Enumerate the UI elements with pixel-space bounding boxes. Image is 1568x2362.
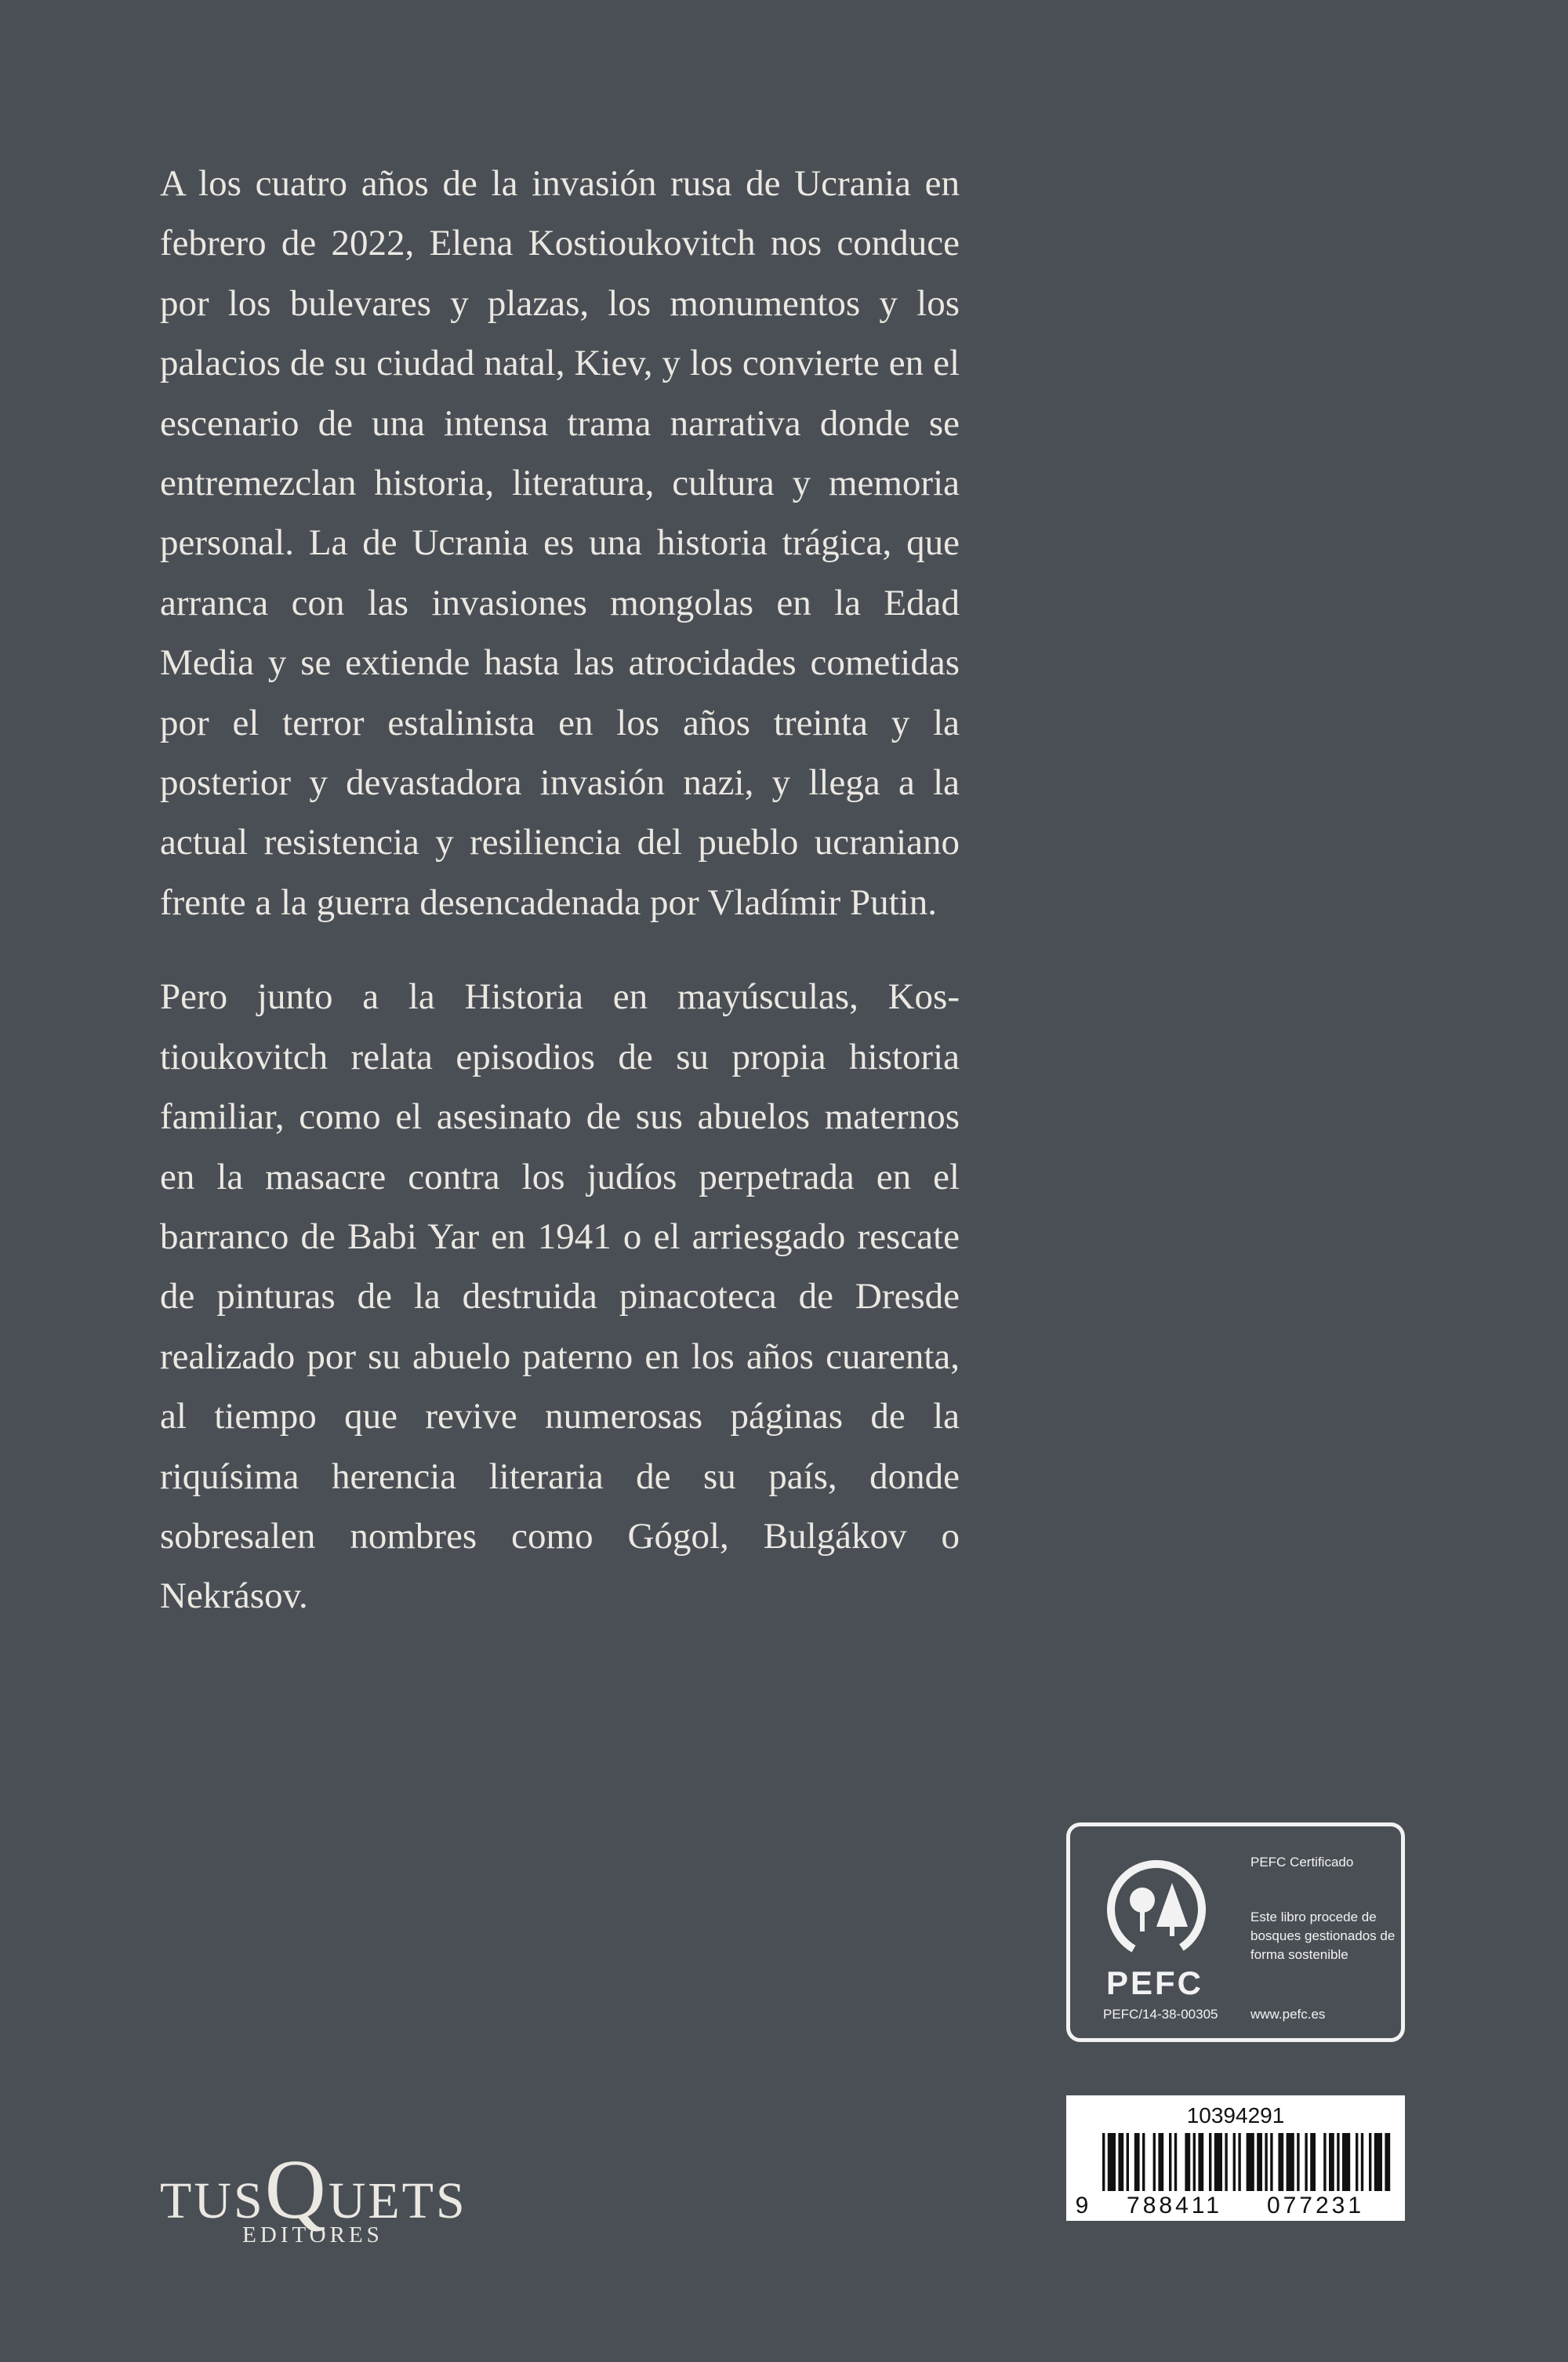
barcode-bar [1158, 2133, 1163, 2191]
barcode-bar [1108, 2133, 1116, 2191]
barcode-bar [1142, 2133, 1145, 2191]
barcode-digits: 788411 [1127, 2193, 1222, 2218]
barcode-bar [1342, 2133, 1350, 2191]
barcode-bar [1337, 2133, 1339, 2191]
barcode-bar [1305, 2133, 1307, 2191]
barcode-bar [1369, 2133, 1371, 2191]
barcode-bar [1127, 2133, 1129, 2191]
pefc-url: www.pefc.es [1250, 2007, 1326, 2022]
pefc-certified-label: PEFC Certificado [1250, 1855, 1354, 1870]
barcode-bar [1214, 2133, 1222, 2191]
barcode-bar [1118, 2133, 1123, 2191]
blurb-paragraph-2: Pero junto a la Historia en mayúsculas, Kostioukovitch relata episodios de su propia historia familiar, como el asesinato de sus abuelos maternos en la masacre contra los judíos perpetrada en el barranco de Babi Yar en 1941 o el arriesgado rescate de pinturas de la destruida pinacoteca de Dresde realizado por su abuelo paterno en los años cuarenta, al tiempo que revive numerosas páginas de la riquísima herencia literaria de su país, donde sobresalen nombres como Gógol, Bulgákov o Nekrásov. [160, 976, 960, 1617]
barcode-bar [1233, 2133, 1236, 2191]
barcode-bar [1361, 2133, 1363, 2191]
barcode-bar [1193, 2133, 1196, 2191]
barcode-bar [1209, 2133, 1211, 2191]
barcode-bar [1247, 2133, 1254, 2191]
isbn-barcode [1066, 2095, 1405, 2221]
pefc-description: Este libro procede de bosques gestionados de forma sostenible [1250, 1910, 1396, 1962]
barcode-bar [1270, 2133, 1272, 2191]
barcode-bar [1287, 2133, 1294, 2191]
barcode-bar [1278, 2133, 1283, 2191]
barcode-bar [1257, 2133, 1262, 2191]
blurb-paragraph-1: A los cuatro años de la invasión rusa de Ucrania en febrero de 2022, Elena Kostioukovitch nos conduce por los bulevares y plazas, los monumentos y los palacios de su ciudad natal, Kiev, y los convierte en el escenario de una intensa trama narrativa donde se entremezclan historia, literatura, cultura y memoria personal. La de Ucrania es una historia trágica, que arranca con las invasiones mongolas en la Edad Media y se extiende hasta las atrocidades cometidas por el terror estalinista en los años treinta y la posterior y devastadora invasión nazi, y llega a la actual resistencia y resiliencia del pueblo ucraniano frente a la guerra desencadenada por Vladímir Putin. [160, 163, 960, 923]
barcode-bar [1198, 2133, 1203, 2191]
barcode-bar [1356, 2133, 1358, 2191]
pefc-tree-icon [1102, 1855, 1211, 1980]
barcode-bar [1297, 2133, 1299, 2191]
barcode-bar [1174, 2133, 1177, 2191]
barcode-bar [1102, 2133, 1105, 2191]
barcode-digits: 9 [1075, 2193, 1092, 2218]
publisher-name: TUSQUETS [160, 2143, 467, 2237]
barcode-top-number: 10394291 [1186, 2103, 1285, 2128]
publisher-subtitle: EDITORES [242, 2222, 383, 2248]
barcode-bar [1323, 2133, 1326, 2191]
barcode-bar [1169, 2133, 1171, 2191]
barcode-bar [1225, 2133, 1227, 2191]
barcode-bar [1265, 2133, 1267, 2191]
pefc-certification-box [1066, 1822, 1405, 2042]
barcode-bars [1066, 2095, 1405, 2221]
barcode-bar [1238, 2133, 1240, 2191]
barcode-bar [1153, 2133, 1156, 2191]
back-cover-blurb [160, 154, 960, 1626]
barcode-bar [1185, 2133, 1190, 2191]
barcode-digits: 077231 [1266, 2193, 1365, 2218]
barcode-bar [1385, 2133, 1390, 2191]
barcode-bar [1134, 2133, 1140, 2191]
pefc-code: PEFC/14-38-00305 [1103, 2007, 1218, 2022]
pefc-logo-word: PEFC [1106, 1964, 1204, 2001]
barcode-bar [1374, 2133, 1382, 2191]
barcode-bar [1329, 2133, 1334, 2191]
publisher-logo [160, 2143, 467, 2248]
barcode-bar [1310, 2133, 1316, 2191]
